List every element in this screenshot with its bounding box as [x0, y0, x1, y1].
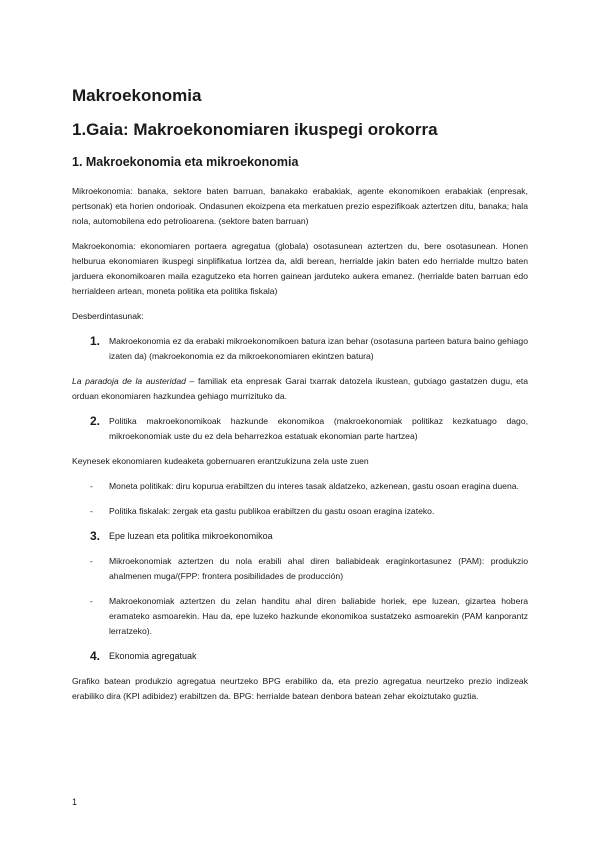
item-text: Makroekonomia ez da erabaki mikroekonomikoen batura izan behar (osotasuna parteen batura baino gehiago izaten da) (makroekonomia ez da mikroekonomiaren ekintzen batura)	[109, 336, 528, 361]
differences-label: Desberdintasunak:	[72, 311, 144, 321]
keynes-paragraph: Keynesek ekonomiaren kudeaketa gobernuaren erantzukizuna zela uste zuen	[72, 456, 369, 466]
dash-marker: -	[90, 556, 93, 566]
document-page	[72, 85, 528, 704]
gdp-paragraph: Grafiko batean produkzio agregatua neurtzeko BPG erabiliko da, eta prezio agregatua neurtzeko prezio indizeak erabiliko dira (KPI adibidez) erabiltzen da. BPG: herrialde batean denbora batean zehar ekoiztutako guztia.	[72, 676, 528, 701]
item-number: 4.	[90, 649, 101, 663]
numbered-item	[72, 529, 528, 544]
list-item-text: Mikroekonomiak aztertzen du nola erabili ahal diren baliabideak eraginkortasunez (PAM): produkzio ahalmenen muga/(FPP: frontera posibilidades de producción)	[109, 556, 528, 581]
page-number: 1	[72, 797, 78, 807]
item-number: 3.	[90, 529, 101, 543]
paradox-text: – familiak eta enpresak Garai txarrak datozela ikustean, gutxiago gastatzen dugu, eta orduan ekonomiaren hazkundea gehiago murrizituko da.	[72, 376, 529, 401]
macro-paragraph: Makroekonomia: ekonomiaren portaera agregatua (globala) osotasunean aztertzen du, bere osotasunean. Honen helburua ekonomiaren ikuspegi sinplifikatua lortzea da, aldi berean, herrialde jakin baten edo herrialde multzo baten jarduera ekonomikoaren maila ezagutzeko eta horren gainean jarduteko aukera emanez. (herrialde baten barruan edo herrialdeen artean, moneta politika eta politika fiskala)	[72, 241, 528, 296]
item-text: Epe luzean eta politika mikroekonomikoa	[109, 531, 273, 541]
list-item-text: Politika fiskalak: zergak eta gastu publikoa erabiltzen du gastu osoan eragina izateko.	[109, 506, 435, 516]
list-item	[72, 554, 528, 584]
list-item-text: Makroekonomiak aztertzen du zelan handitu ahal diren baliabide horiek, epe luzean, gizartea hobera eramateko asmoarekin. Hau da, epe luzeko hazkunde ekonomikoa sustatzeko asmoarekin (PAM kanporantz lerratzeko).	[109, 596, 528, 636]
micro-paragraph: Mikroekonomia: banaka, sektore baten barruan, banakako erabakiak, agente ekonomikoen erabakiak (enpresak, pertsonak) eta horien ondorioak. Ondasunen ekoizpena eta merkatuen prezio espezifikoak aztertzen ditu, banaka; hala nola, automobilena edo petrolioarena. (sektore baten barruan)	[72, 186, 528, 226]
dash-marker: -	[90, 596, 93, 606]
chapter-heading: 1.Gaia: Makroekonomiaren ikuspegi orokorra	[72, 120, 438, 139]
item-number: 2.	[90, 414, 101, 428]
numbered-item	[72, 414, 528, 444]
section-heading: 1. Makroekonomia eta mikroekonomia	[72, 155, 299, 169]
item-number: 1.	[90, 334, 101, 348]
numbered-item	[72, 649, 528, 664]
list-item-text: Moneta politikak: diru kopurua erabiltzen du interes tasak aldatzeko, azkenean, gastu osoan eragina duena.	[109, 481, 519, 491]
paradox-paragraph	[72, 374, 528, 404]
list-item	[72, 504, 528, 519]
dash-marker: -	[90, 481, 93, 491]
dash-marker: -	[90, 506, 93, 516]
list-item	[72, 594, 528, 639]
item-text: Politika makroekonomikoak hazkunde ekonomikoa (makroekonomiak politikaz kezkatuago dago, mikroekonomiak uste du ez dela beharrezkoa estatuak ekonomian parte hartzea)	[109, 416, 528, 441]
document-title: Makroekonomia	[72, 86, 202, 105]
paradox-term: La paradoja de la austeridad	[72, 376, 186, 386]
numbered-item	[72, 334, 528, 364]
item-text: Ekonomia agregatuak	[109, 651, 197, 661]
list-item	[72, 479, 528, 494]
